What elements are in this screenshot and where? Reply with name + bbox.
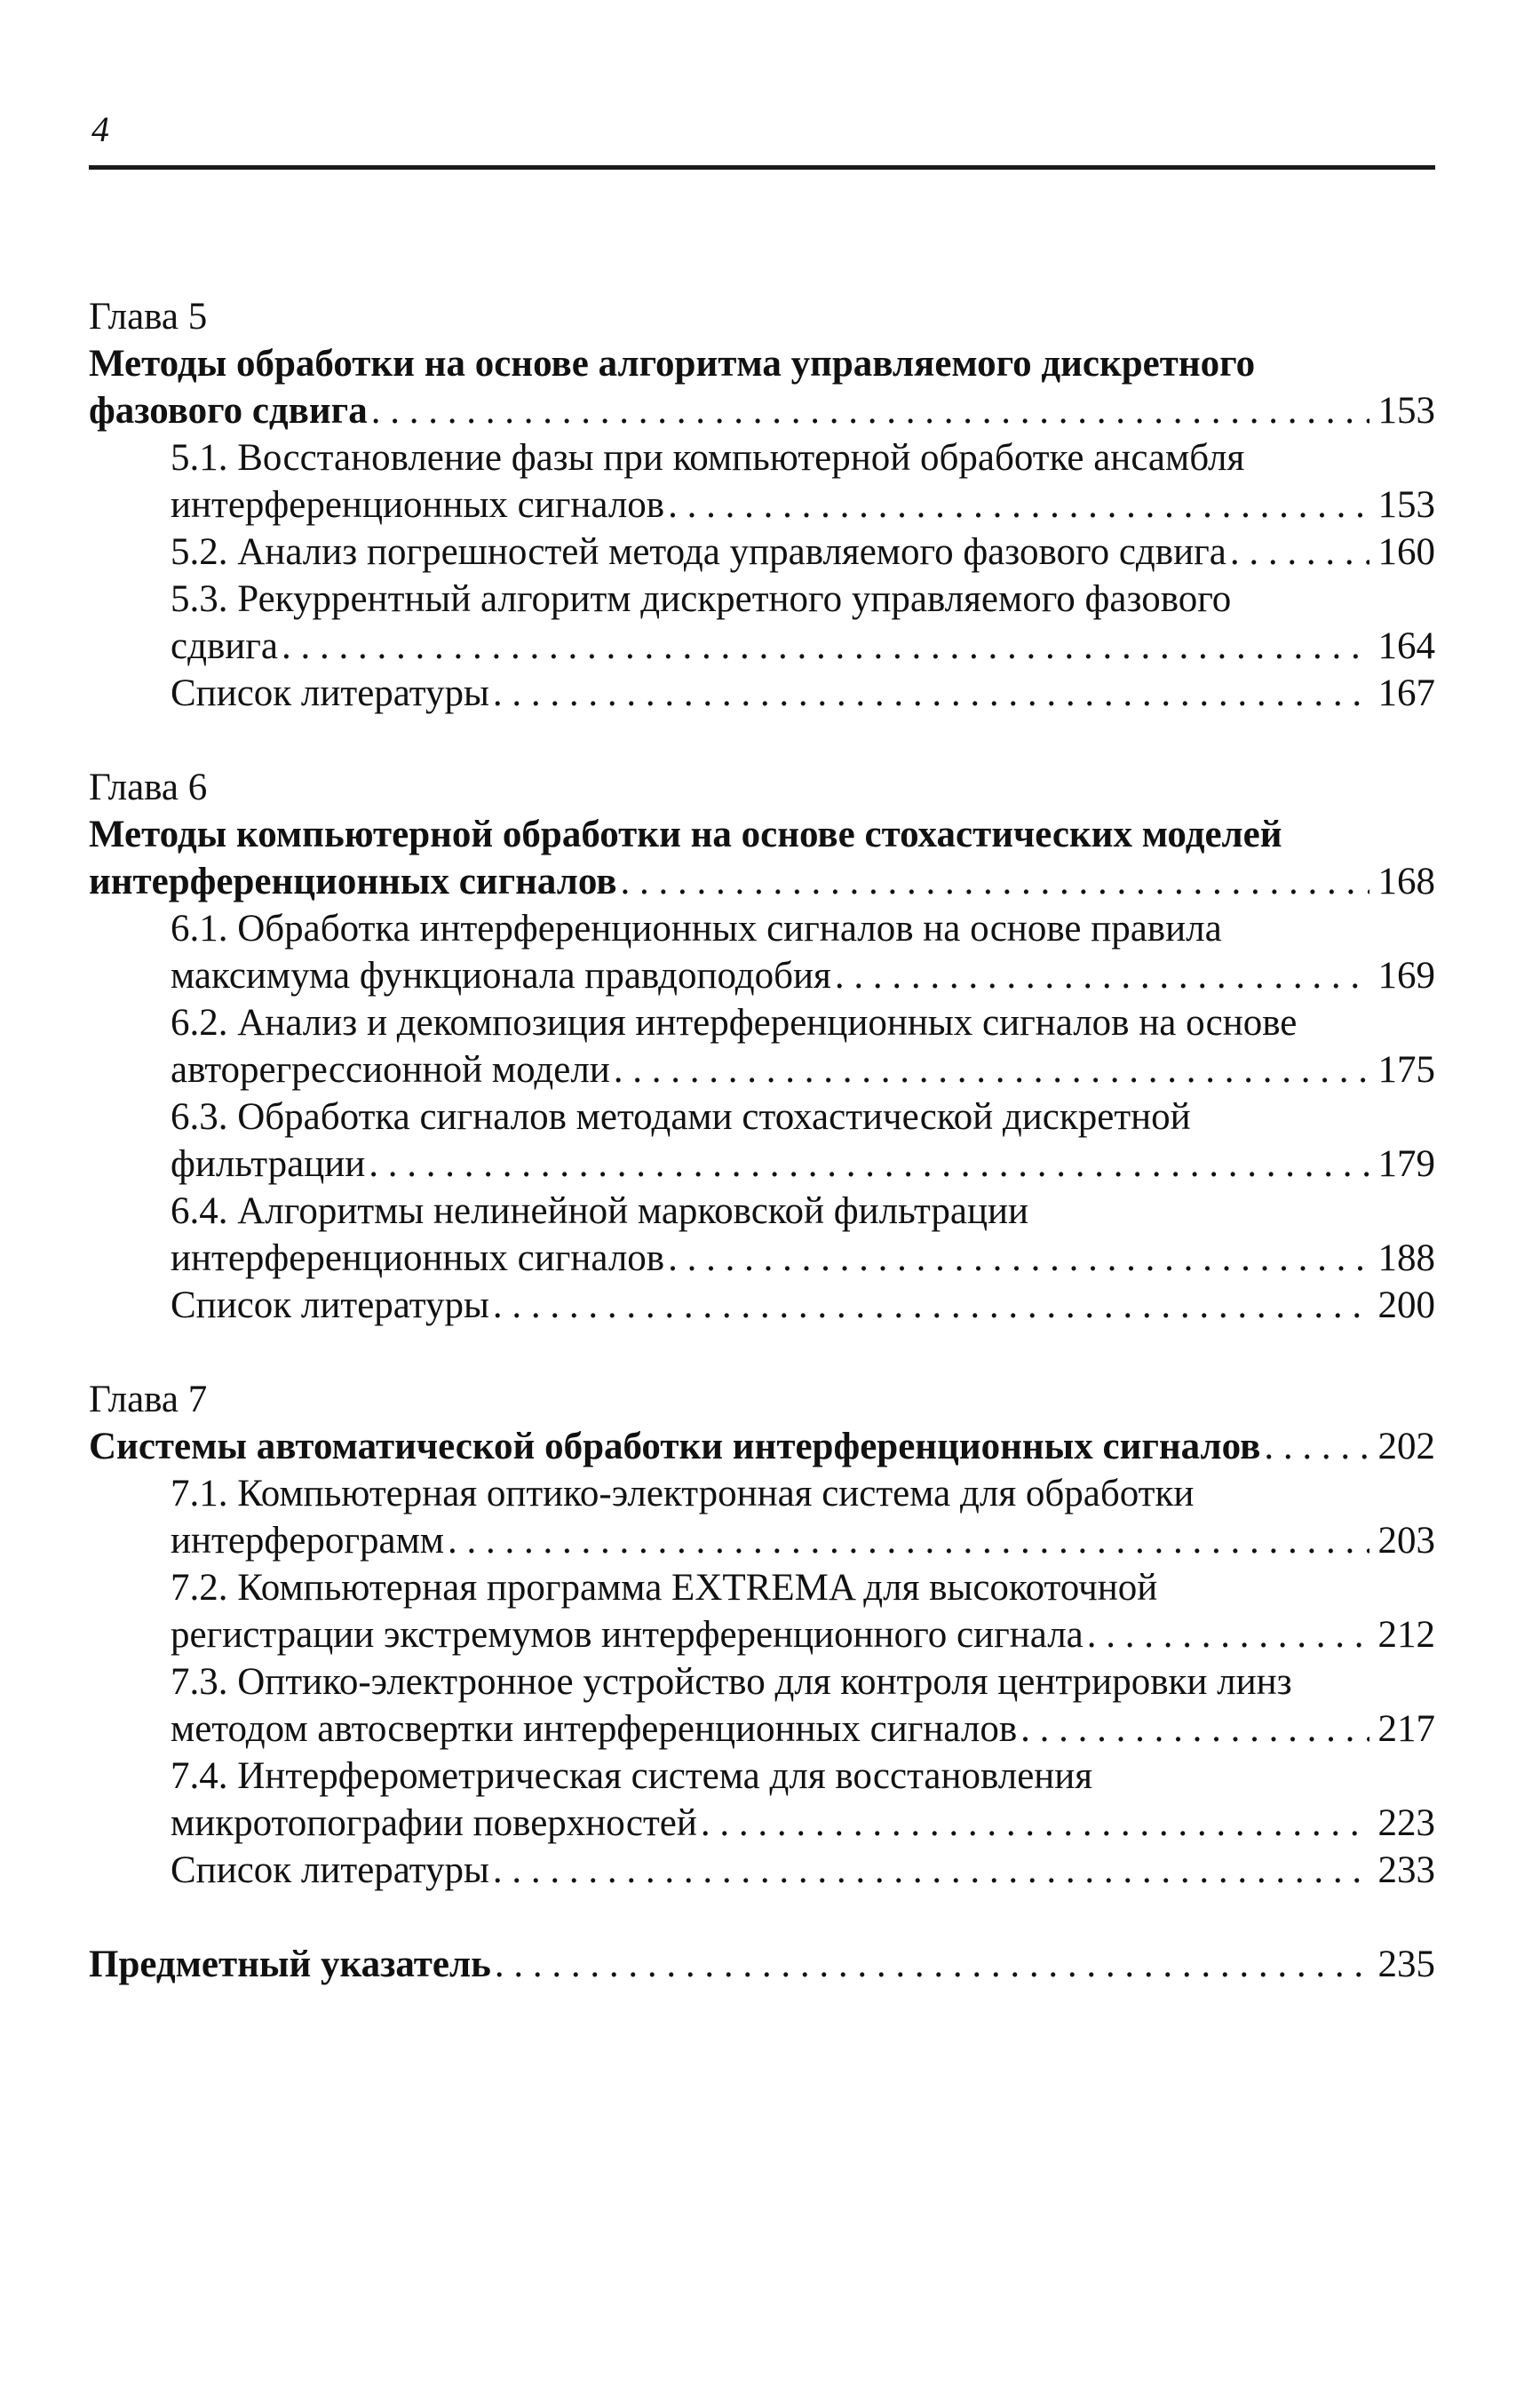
page-number: 4 xyxy=(91,109,109,149)
subject-index-title: Предметный указатель xyxy=(89,1944,491,1985)
section-entry[interactable] xyxy=(171,1188,1435,1282)
section-entry[interactable] xyxy=(171,1470,1435,1564)
section-title-line: микротопографии поверхностей xyxy=(171,1802,697,1844)
page-ref: 167 xyxy=(1377,672,1435,714)
section-entry[interactable] xyxy=(171,1282,1435,1329)
page-ref: 203 xyxy=(1377,1520,1435,1562)
section-title-line: авторегрессионной модели xyxy=(171,1049,610,1091)
page-ref: 202 xyxy=(1377,1426,1435,1467)
header-rule xyxy=(89,165,1435,170)
section-entry[interactable] xyxy=(171,1093,1435,1188)
section-entry[interactable] xyxy=(171,905,1435,999)
section-title-line: регистрации экстремумов интерференционного сигнала xyxy=(171,1614,1084,1656)
section-entry[interactable] xyxy=(171,434,1435,529)
section-title-line: 5.2. Анализ погрешностей метода управляемого фазового сдвига xyxy=(171,531,1226,573)
page-ref: 175 xyxy=(1377,1049,1435,1091)
chapter-label: Глава 5 xyxy=(89,296,208,338)
section-title-line: 7.2. Компьютерная программа EXTREMA для высокоточной xyxy=(171,1567,1158,1609)
chapter-7 xyxy=(89,1376,1435,1894)
chapter-title-line: фазового сдвига xyxy=(89,390,368,432)
section-entry[interactable] xyxy=(171,1564,1435,1658)
page-ref: 153 xyxy=(1377,484,1435,526)
page-ref: 164 xyxy=(1377,625,1435,667)
table-of-contents xyxy=(89,293,1435,1988)
section-entry[interactable] xyxy=(171,1847,1435,1894)
chapter-title-line: интерференционных сигналов xyxy=(89,861,617,902)
section-entry[interactable] xyxy=(171,999,1435,1093)
page-ref: 160 xyxy=(1377,531,1435,573)
page-ref: 223 xyxy=(1377,1802,1435,1844)
section-title-line: фильтрации xyxy=(171,1143,366,1185)
subject-index-entry[interactable] xyxy=(89,1941,1435,1988)
chapter-title[interactable] xyxy=(89,1423,1435,1470)
section-entry[interactable] xyxy=(171,576,1435,670)
page-ref: 168 xyxy=(1377,861,1435,902)
section-title-line: 6.1. Обработка интерференционных сигналов на основе правила xyxy=(171,908,1222,950)
section-title-line: интерференционных сигналов xyxy=(171,1237,665,1279)
chapter-title[interactable] xyxy=(89,340,1435,434)
section-title-line: Список литературы xyxy=(171,1849,489,1891)
section-title-line: методом автосвертки интерференционных сигналов xyxy=(171,1708,1018,1750)
page-ref: 233 xyxy=(1377,1849,1435,1891)
chapter-title-line: Методы обработки на основе алгоритма управляемого дискретного xyxy=(89,343,1256,385)
section-title-line: интерференционных сигналов xyxy=(171,484,665,526)
page-ref: 235 xyxy=(1377,1944,1435,1985)
page-ref: 212 xyxy=(1377,1614,1435,1656)
chapter-title-line: Методы компьютерной обработки на основе стохастических моделей xyxy=(89,814,1282,855)
section-entry[interactable] xyxy=(171,670,1435,717)
section-entry[interactable] xyxy=(171,529,1435,576)
page-ref: 217 xyxy=(1377,1708,1435,1750)
section-title-line: Список литературы xyxy=(171,672,489,714)
chapter-6 xyxy=(89,764,1435,1329)
section-entry[interactable] xyxy=(171,1658,1435,1753)
section-title-line: 5.3. Рекуррентный алгоритм дискретного управляемого фазового xyxy=(171,578,1232,620)
section-title-line: сдвига xyxy=(171,625,279,667)
page-ref: 188 xyxy=(1377,1237,1435,1279)
section-title-line: 7.1. Компьютерная оптико-электронная система для обработки xyxy=(171,1473,1195,1514)
section-title-line: максимума функционала правдоподобия xyxy=(171,955,831,997)
chapter-title-line: Системы автоматической обработки интерференционных сигналов xyxy=(89,1426,1261,1467)
chapter-label: Глава 7 xyxy=(89,1379,208,1420)
section-title-line: 5.1. Восстановление фазы при компьютерной обработке ансамбля xyxy=(171,437,1245,479)
page-ref: 169 xyxy=(1377,955,1435,997)
page-ref: 179 xyxy=(1377,1143,1435,1185)
chapter-title[interactable] xyxy=(89,811,1435,905)
chapter-label: Глава 6 xyxy=(89,767,208,808)
section-title-line: 6.3. Обработка сигналов методами стохастической дискретной xyxy=(171,1096,1191,1138)
section-title-line: 6.4. Алгоритмы нелинейной марковской фильтрации xyxy=(171,1190,1028,1232)
page-ref: 200 xyxy=(1377,1284,1435,1326)
section-title-line: Список литературы xyxy=(171,1284,489,1326)
section-title-line: интерферограмм xyxy=(171,1520,444,1562)
section-entry[interactable] xyxy=(171,1753,1435,1847)
page-ref: 153 xyxy=(1377,390,1435,432)
section-title-line: 7.3. Оптико-электронное устройство для контроля центрировки линз xyxy=(171,1661,1292,1703)
section-title-line: 7.4. Интерферометрическая система для восстановления xyxy=(171,1755,1093,1797)
chapter-5 xyxy=(89,293,1435,717)
section-title-line: 6.2. Анализ и декомпозиция интерференционных сигналов на основе xyxy=(171,1002,1298,1044)
